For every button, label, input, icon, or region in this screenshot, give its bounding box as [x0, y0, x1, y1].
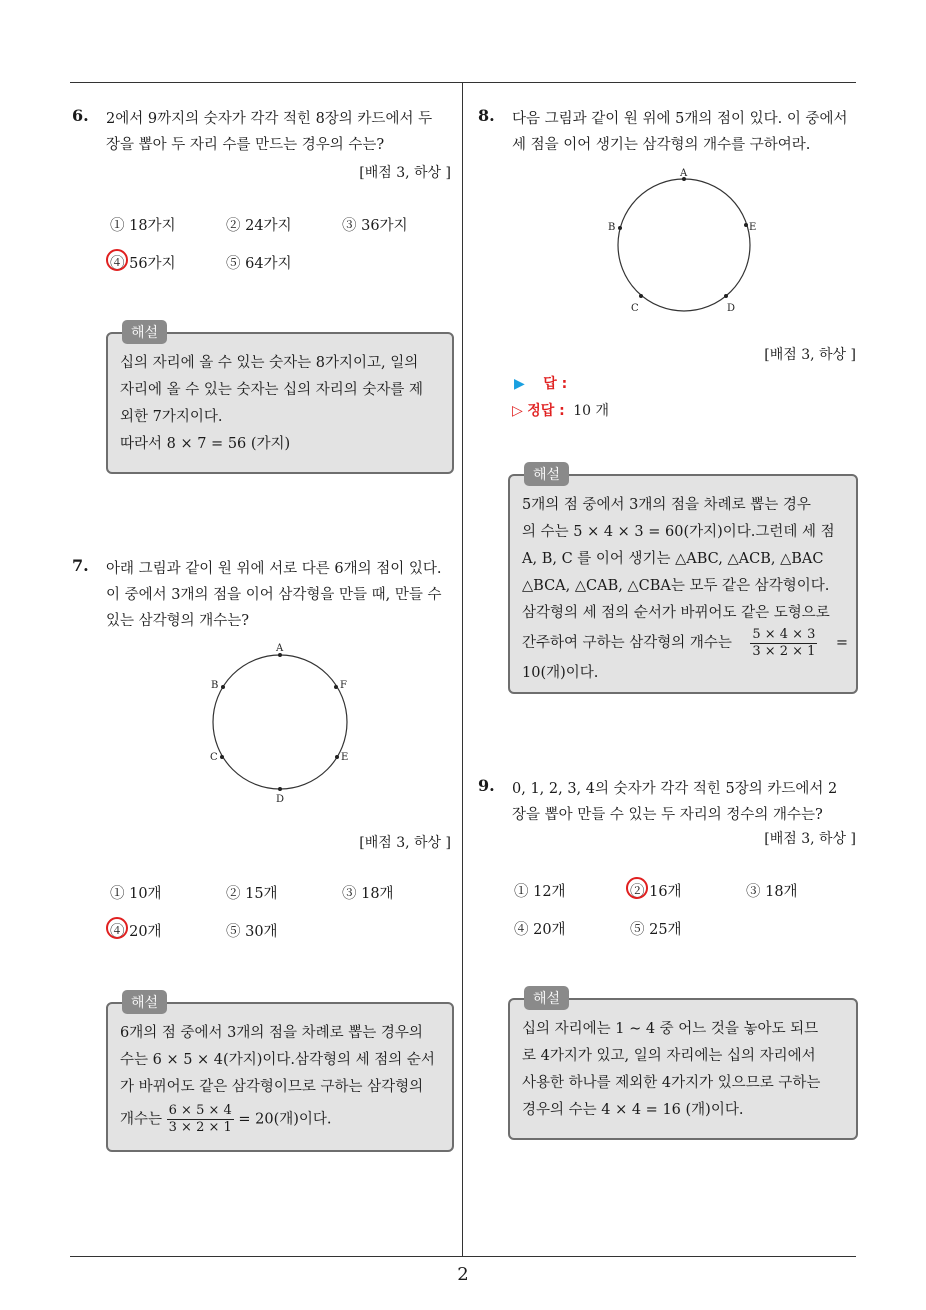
- label-b: B: [608, 222, 616, 233]
- fraction: [750, 627, 817, 660]
- label-c: C: [210, 752, 218, 763]
- exp-line: 5개의 점 중에서 3개의 점을 차례로 뽑는 경우: [522, 497, 811, 513]
- point-c: [220, 755, 224, 759]
- explanation-tag: 해설: [524, 986, 569, 1010]
- exp-line: 로 4가지가 있고, 일의 자리에는 십의 자리에서: [522, 1048, 816, 1064]
- text-line: 장을 뽑아 두 자리 수를 만드는 경우의 수는?: [106, 137, 385, 153]
- option-2[interactable]: ② 15개: [226, 886, 278, 902]
- option-5[interactable]: ⑤ 64가지: [226, 256, 292, 272]
- label-e: E: [749, 222, 756, 233]
- top-rule: [70, 82, 856, 83]
- exp-line: 의 수는 5 × 4 × 3 = 60(가지)이다.그런데 세 점: [522, 524, 835, 540]
- correct-answer-value: 10 개: [573, 403, 610, 419]
- explanation-box: [508, 467, 858, 694]
- score: [배점 3, 하상 ]: [359, 835, 451, 851]
- circle: [213, 655, 347, 789]
- correct-answer-label: 정답 :: [527, 403, 565, 419]
- exp-text-post: =: [835, 635, 848, 651]
- option-5[interactable]: ⑤ 30개: [226, 924, 278, 940]
- point-d: [278, 787, 282, 791]
- explanation-box: [508, 991, 858, 1140]
- exp-line: 경우의 수는 4 × 4 = 16 (개)이다.: [522, 1102, 744, 1118]
- option-2[interactable]: ② 24가지: [226, 218, 292, 234]
- point-b: [221, 685, 225, 689]
- exp-line: 십의 자리에는 1 ∼ 4 중 어느 것을 놓아도 되므: [522, 1021, 819, 1037]
- problem-9: [478, 776, 862, 1156]
- option-5[interactable]: ⑤ 25개: [630, 922, 682, 938]
- play-arrow-icon: ▶: [514, 376, 525, 392]
- answer-label: 답 :: [543, 376, 568, 392]
- explanation-tag: 해설: [122, 320, 167, 344]
- option-1[interactable]: ① 10개: [110, 886, 162, 902]
- exp-line: 수는 6 × 5 × 4(가지)이다.삼각형의 세 점의 순서: [120, 1052, 435, 1068]
- fraction: [167, 1103, 234, 1136]
- problem-8: [478, 106, 862, 706]
- text-line: 0, 1, 2, 3, 4의 숫자가 각각 적힌 5장의 카드에서 2: [512, 781, 838, 797]
- problem-number: 7.: [72, 556, 89, 575]
- circle-diagram-5-points: [606, 168, 756, 318]
- option-1[interactable]: ① 12개: [514, 884, 566, 900]
- explanation-text: [522, 492, 852, 687]
- label-a: A: [680, 168, 688, 179]
- label-c: C: [631, 303, 639, 314]
- label-d: D: [276, 794, 285, 804]
- problem-number: 8.: [478, 106, 495, 125]
- point-e: [744, 223, 748, 227]
- option-3[interactable]: ③ 36가지: [342, 218, 408, 234]
- explanation-tag: 해설: [122, 990, 167, 1014]
- column-divider: [462, 82, 463, 1256]
- problem-7: [72, 556, 457, 1166]
- text-line: 아래 그림과 같이 원 위에 서로 다른 6개의 점이 있다.: [106, 561, 442, 577]
- circle-diagram-6-points: [208, 642, 356, 804]
- exp-line: 외한 7가지이다.: [120, 409, 223, 425]
- exp-line: 가 바뀌어도 같은 삼각형이므로 구하는 삼각형의: [120, 1079, 424, 1095]
- exp-line: 10(개)이다.: [522, 665, 599, 681]
- correct-answer-line: [512, 400, 609, 420]
- option-4[interactable]: ④ 20개: [514, 922, 566, 938]
- page-number: 2: [457, 1264, 469, 1285]
- point-f: [334, 685, 338, 689]
- label-e: E: [341, 752, 349, 763]
- option-3[interactable]: ③ 18개: [342, 886, 394, 902]
- exp-text-post: = 20(개)이다.: [238, 1111, 332, 1128]
- exp-line: 삼각형의 세 점의 순서가 바뀌어도 같은 도형으로: [522, 605, 830, 621]
- point-d: [724, 294, 728, 298]
- exp-line: A, B, C 를 이어 생기는 △ABC, △ACB, △BAC: [522, 551, 824, 567]
- score: [배점 3, 하상 ]: [764, 347, 856, 363]
- fraction-numerator: 6 × 5 × 4: [168, 1103, 232, 1118]
- option-4[interactable]: ④ 56가지: [110, 256, 176, 272]
- exp-line: 자리에 올 수 있는 숫자는 십의 자리의 숫자를 제: [120, 382, 424, 398]
- fraction-numerator: 5 × 4 × 3: [752, 627, 816, 642]
- option-4[interactable]: ④ 20개: [110, 924, 162, 940]
- selected-answer-mark: [106, 917, 128, 939]
- explanation-text: [522, 1016, 820, 1124]
- problem-6: [72, 106, 457, 486]
- fraction-denominator: 3 × 2 × 1: [752, 644, 816, 659]
- problem-text: [106, 556, 458, 634]
- fraction-denominator: 3 × 2 × 1: [168, 1120, 232, 1135]
- option-3[interactable]: ③ 18개: [746, 884, 798, 900]
- exp-line: 십의 자리에 올 수 있는 숫자는 8가지이고, 일의: [120, 355, 419, 371]
- text-line: 다음 그림과 같이 원 위에 5개의 점이 있다. 이 중에서: [512, 111, 848, 127]
- problem-text: [512, 106, 864, 158]
- explanation-text: [120, 350, 423, 458]
- problem-text: [512, 776, 864, 828]
- label-b: B: [211, 680, 219, 691]
- circle: [618, 179, 750, 311]
- text-line: 있는 삼각형의 개수는?: [106, 613, 250, 629]
- score: [배점 3, 하상 ]: [359, 165, 451, 181]
- score: [배점 3, 하상 ]: [764, 831, 856, 847]
- label-d: D: [727, 303, 736, 314]
- explanation-box: [106, 325, 454, 474]
- selected-answer-mark: [106, 249, 128, 271]
- exp-text-pre: 간주하여 구하는 삼각형의 개수는: [522, 635, 732, 651]
- text-line: 2에서 9까지의 숫자가 각각 적힌 8장의 카드에서 두: [106, 111, 433, 127]
- text-line: 장을 뽑아 만들 수 있는 두 자리의 정수의 개수는?: [512, 807, 823, 823]
- exp-line-fraction: [120, 1103, 435, 1136]
- text-line: 세 점을 이어 생기는 삼각형의 개수를 구하여라.: [512, 137, 811, 153]
- explanation-box: [106, 995, 454, 1152]
- point-b: [618, 226, 622, 230]
- point-c: [639, 294, 643, 298]
- exp-line: 6개의 점 중에서 3개의 점을 차례로 뽑는 경우의: [120, 1025, 423, 1041]
- explanation-text: [120, 1020, 435, 1136]
- exp-text-pre: 개수는: [120, 1111, 163, 1128]
- problem-number: 9.: [478, 776, 495, 795]
- exp-line-fraction: [522, 627, 848, 660]
- problem-number: 6.: [72, 106, 89, 125]
- bottom-rule: [70, 1256, 856, 1257]
- option-1[interactable]: ① 18가지: [110, 218, 176, 234]
- option-2[interactable]: ② 16개: [630, 884, 682, 900]
- outline-arrow-icon: ▷: [512, 403, 523, 419]
- label-a: A: [276, 643, 284, 654]
- exp-line: 따라서 8 × 7 = 56 (가지): [120, 436, 291, 452]
- label-f: F: [340, 680, 347, 691]
- exp-line: 사용한 하나를 제외한 4가지가 있으므로 구하는: [522, 1075, 821, 1091]
- point-e: [335, 755, 339, 759]
- selected-answer-mark: [626, 877, 648, 899]
- explanation-tag: 해설: [524, 462, 569, 486]
- answer-line: [514, 373, 567, 393]
- exp-line: △BCA, △CAB, △CBA는 모두 같은 삼각형이다.: [522, 578, 830, 594]
- text-line: 이 중에서 3개의 점을 이어 삼각형을 만들 때, 만들 수: [106, 587, 442, 603]
- problem-text: [106, 106, 458, 158]
